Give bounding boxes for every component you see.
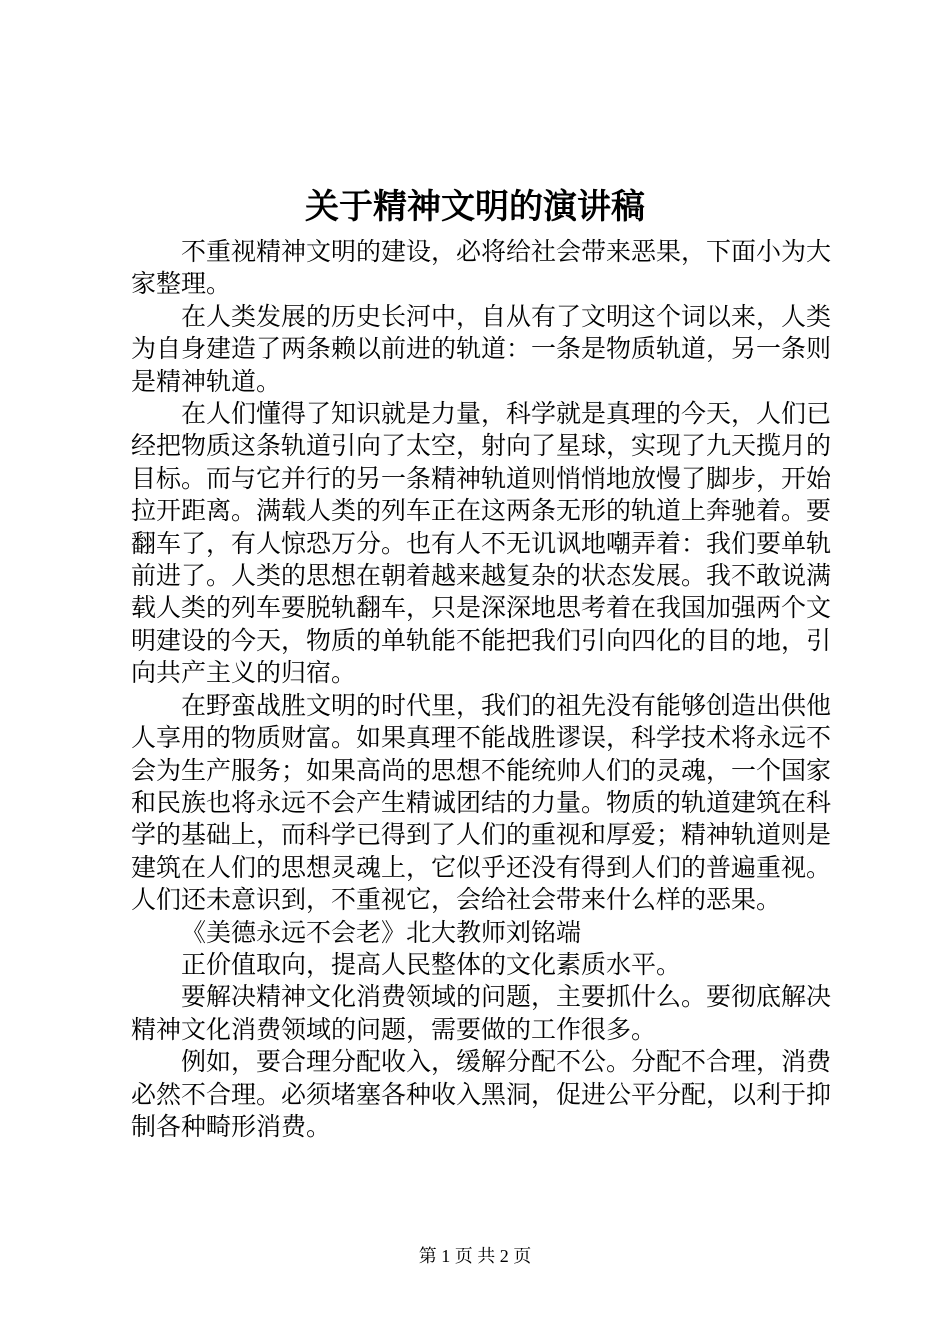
paragraph: 在野蛮战胜文明的时代里，我们的祖先没有能够创造出供他人享用的物质财富。如果真理不能战胜谬误，科学技术将永远不会为生产服务；如果高尚的思想不能统帅人们的灵魂，一个国家和民族也将永远不会产生精诚团结的力量。物质的轨道建筑在科学的基础上，而科学已得到了人们的重视和厚爱；精神轨道则是建筑在人们的思想灵魂上，它似乎还没有得到人们的普遍重视。人们还未意识到，不重视它，会给社会带来什么样的恶果。 [131,690,832,915]
paragraph: 要解决精神文化消费领域的问题，主要抓什么。要彻底解决精神文化消费领域的问题，需要做的工作很多。 [131,982,832,1044]
paragraph: 例如，要合理分配收入，缓解分配不公。分配不合理，消费必然不合理。必须堵塞各种收入黑洞，促进公平分配，以利于抑制各种畸形消费。 [131,1047,832,1141]
page-number-footer: 第 1 页 共 2 页 [418,1246,532,1266]
paragraph: 在人们懂得了知识就是力量，科学就是真理的今天，人们已经把物质这条轨道引向了太空，射向了星球，实现了九天揽月的目标。而与它并行的另一条精神轨道则悄悄地放慢了脚步，开始拉开距离。满载人类的列车正在这两条无形的轨道上奔驰着。要翻车了，有人惊恐万分。也有人不无讥讽地嘲弄着：我们要单轨前进了。人类的思想在朝着越来越复杂的状态发展。我不敢说满载人类的列车要脱轨翻车，只是深深地思考着在我国加强两个文明建设的今天，物质的单轨能不能把我们引向四化的目的地，引向共产主义的归宿。 [131,399,832,688]
paragraph: 在人类发展的历史长河中，自从有了文明这个词以来，人类为自身建造了两条赖以前进的轨道：一条是物质轨道，另一条则是精神轨道。 [131,301,832,396]
document-title: 关于精神文明的演讲稿 [305,187,645,227]
document-body [131,236,831,1143]
paragraph: 正价值取向，提高人民整体的文化素质水平。 [181,949,682,979]
paragraph: 《美德永远不会老》北大教师刘铭端 [181,917,582,947]
paragraph: 不重视精神文明的建设，必将给社会带来恶果，下面小为大家整理。 [131,237,832,299]
